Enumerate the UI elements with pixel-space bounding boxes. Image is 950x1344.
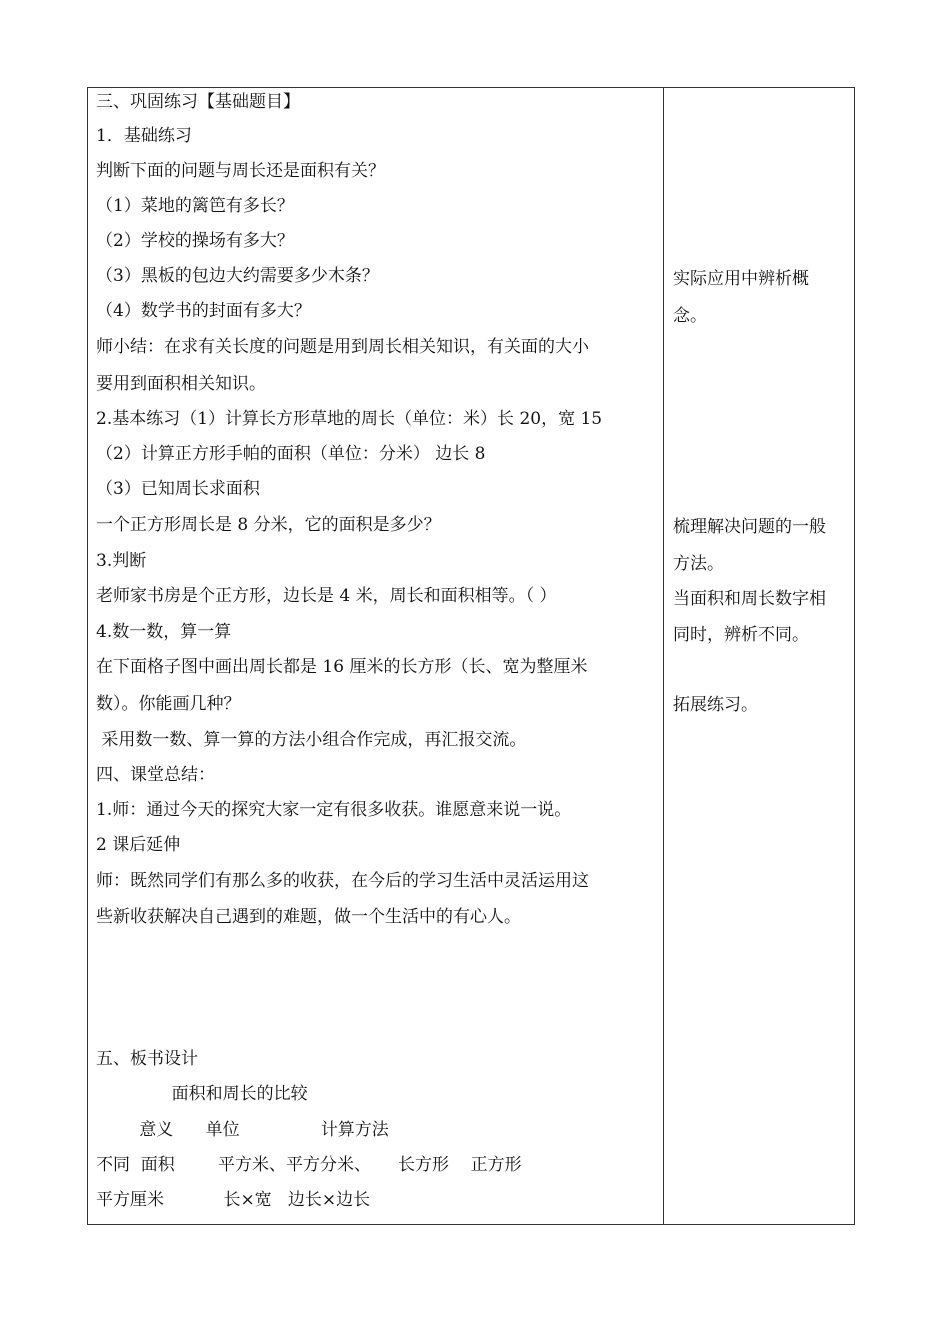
text-line: 1．基础练习 — [96, 126, 192, 146]
section-heading: 五、板书设计 — [96, 1049, 198, 1069]
text-line: 师：既然同学们有那么多的收获，在今后的学习生活中灵活运用这 — [96, 871, 589, 891]
section-heading: 三、巩固练习【基础题目】 — [96, 92, 300, 112]
note-line: 念。 — [673, 306, 707, 326]
board-title: 面积和周长的比较 — [96, 1084, 308, 1104]
text-line: （3）已知周长求面积 — [96, 479, 260, 499]
text-line: 老师家书房是个正方形，边长是 4 米，周长和面积相等。（ ） — [96, 586, 557, 606]
board-line: 不同 面积 平方米、平方分米、 长方形 正方形 — [96, 1155, 522, 1175]
text-line: 要用到面积相关知识。 — [96, 374, 266, 394]
note-line: 拓展练习。 — [673, 695, 758, 715]
text-line: 2 课后延伸 — [96, 835, 181, 855]
text-line: 一个正方形周长是 8 分米，它的面积是多少？ — [96, 515, 441, 535]
text-line: （1）菜地的篱笆有多长？ — [96, 196, 294, 216]
note-line: 方法。 — [673, 554, 724, 574]
text-line: 数）。你能画几种？ — [96, 694, 241, 714]
note-line: 实际应用中辨析概 — [673, 269, 809, 289]
text-line: 判断下面的问题与周长还是面积有关？ — [96, 161, 385, 181]
text-line: （2）计算正方形手帕的面积（单位：分米） 边长 8 — [96, 444, 486, 464]
text-line: （3）黑板的包边大约需要多少木条？ — [96, 266, 379, 286]
column-divider — [663, 88, 664, 1224]
note-line: 梳理解决问题的一般 — [673, 517, 826, 537]
text-line: 采用数一数、算一算的方法小组合作完成，再汇报交流。 — [96, 730, 527, 750]
section-heading: 四、课堂总结： — [96, 765, 215, 785]
text-line: （2）学校的操场有多大？ — [96, 231, 294, 251]
text-line: （4）数学书的封面有多大？ — [96, 301, 311, 321]
text-line: 1.师：通过今天的探究大家一定有很多收获。谁愿意来说一说。 — [96, 800, 572, 820]
note-line: 当面积和周长数字相 — [673, 589, 826, 609]
note-line: 同时，辨析不同。 — [673, 625, 809, 645]
text-line: 在下面格子图中画出周长都是 16 厘米的长方形（长、宽为整厘米 — [96, 657, 588, 677]
text-line: 4.数一数，算一算 — [96, 622, 232, 642]
lesson-table — [87, 87, 855, 1225]
text-line: 3.判断 — [96, 551, 147, 571]
text-line: 2.基本练习（1）计算长方形草地的周长（单位：米）长 20，宽 15 — [96, 409, 603, 429]
text-line: 些新收获解决自己遇到的难题，做一个生活中的有心人。 — [96, 907, 521, 927]
text-line: 师小结：在求有关长度的问题是用到周长相关知识，有关面的大小 — [96, 337, 589, 357]
board-line: 平方厘米 长×宽 边长×边长 — [96, 1190, 371, 1210]
board-line: 意义 单位 计算方法 — [96, 1120, 389, 1140]
